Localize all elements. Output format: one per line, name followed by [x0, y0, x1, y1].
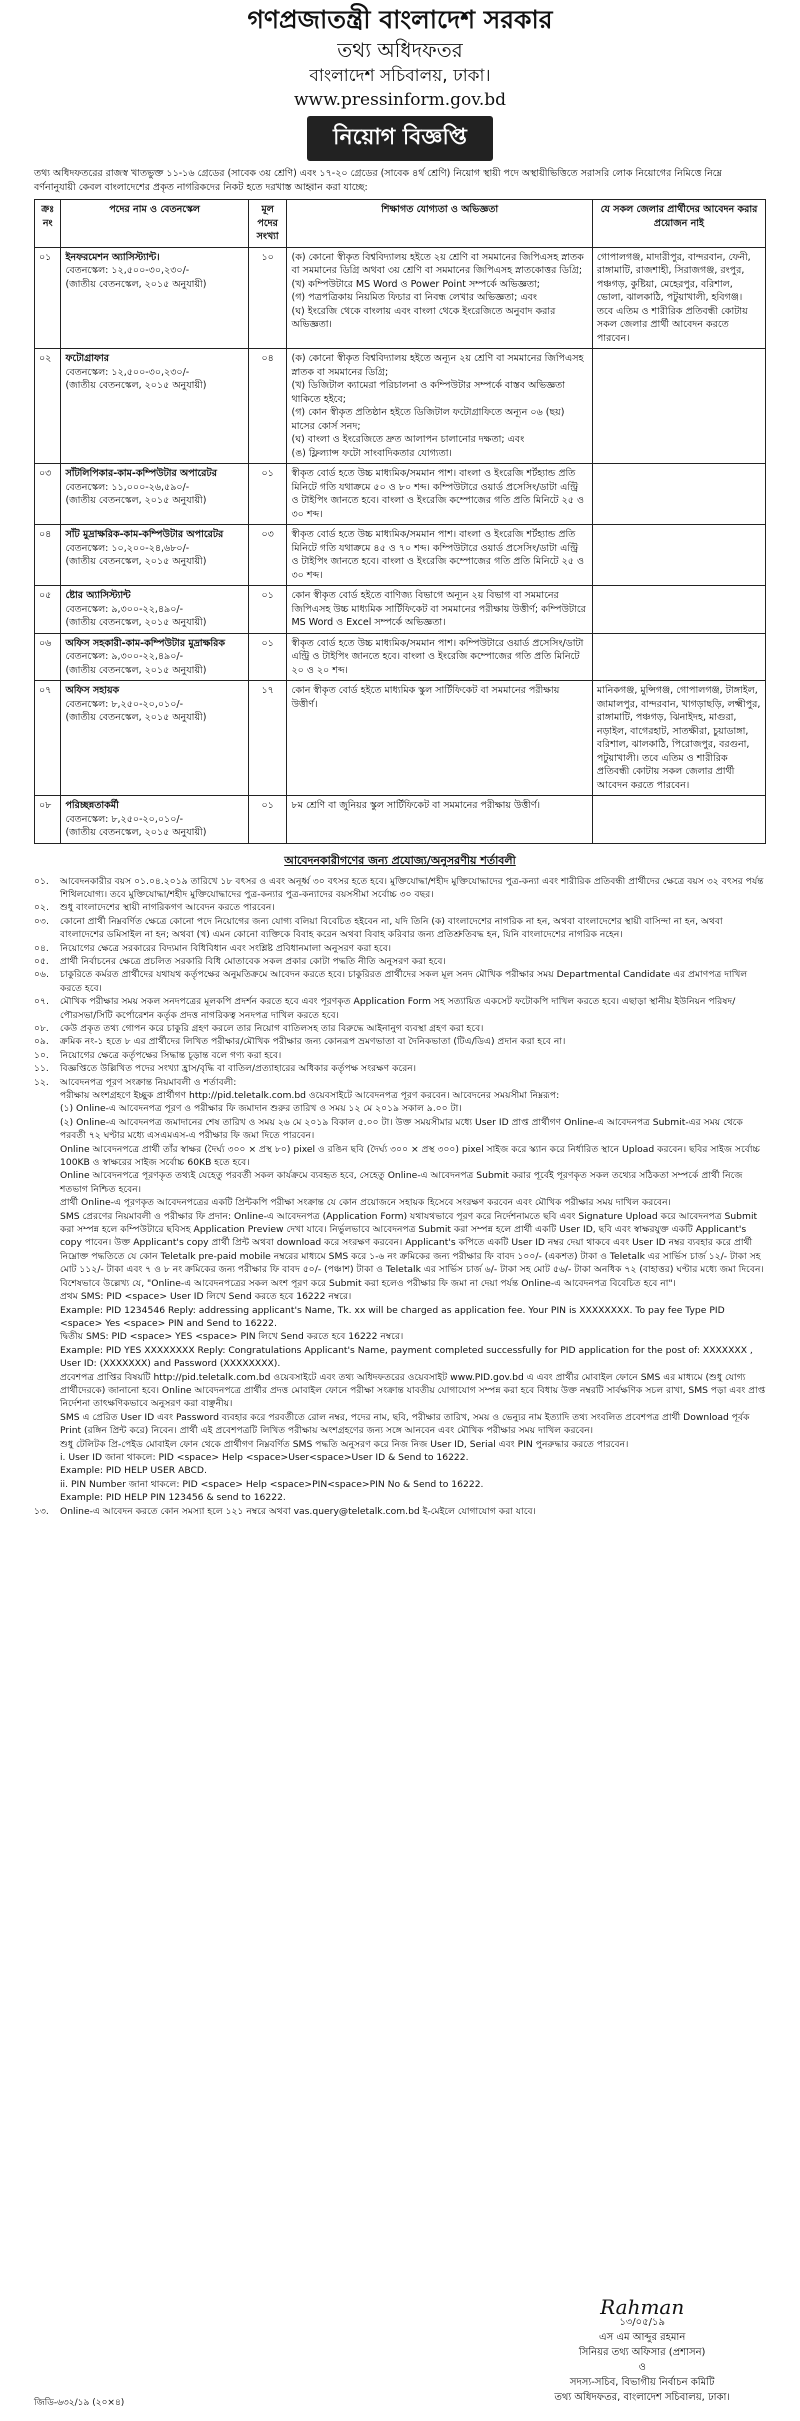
- post-count-cell: ০৪: [248, 349, 287, 464]
- post-count-cell: ০১: [248, 633, 287, 681]
- condition-item: [34, 1022, 766, 1035]
- col-header-post: পদের নাম ও বেতনস্কেল: [61, 200, 248, 248]
- pay-scale-note: (জাতীয় বেতনস্কেল, ২০১৫ অনুযায়ী): [65, 617, 207, 628]
- qualification-cell: [287, 525, 592, 586]
- condition-number: [34, 1451, 60, 1464]
- condition-number: [34, 1196, 60, 1209]
- condition-item: [34, 1438, 766, 1451]
- serial-cell: ০১: [35, 247, 61, 349]
- condition-number: [34, 1491, 60, 1504]
- condition-number: [34, 1464, 60, 1477]
- condition-number: [34, 1089, 60, 1102]
- signature-block: [554, 2295, 730, 2405]
- condition-item: [34, 1076, 766, 1089]
- pay-scale: বেতনস্কেল: ১০,২০০-২৪,৬৮০/-: [65, 542, 190, 554]
- condition-number: ১১.: [34, 1063, 49, 1075]
- condition-text: Example: PID 1234546 Reply: addressing applicant's Name, Tk. xx will be charged as application fee. Your PIN is XXXXXXXX. To pay fee Type PID <space> Yes <space> PIN and Send to 16222.: [60, 1304, 725, 1329]
- condition-text: Example: PID HELP PIN 123456 & send to 16222.: [60, 1492, 286, 1504]
- footer-code: জিডি-৬৩২/১৯ (২০×৪): [34, 2398, 125, 2408]
- condition-item: [34, 1049, 766, 1062]
- condition-text: নিয়োগের ক্ষেত্রে সরকারের বিদ্যমান বিধিবিধান এবং সংশ্লিষ্ট প্রবিধানমালা অনুসরণ করা হবে।: [60, 942, 392, 954]
- signatory-committee: সদস্য-সচিব, বিভাগীয় নির্বাচন কমিটি: [569, 2377, 715, 2388]
- serial-cell: ০৭: [35, 681, 61, 796]
- condition-item: [34, 915, 766, 942]
- condition-item: [34, 1210, 766, 1290]
- qualification-cell: [287, 464, 592, 525]
- condition-text: (২) Online-এ আবেদনপত্র জমাদানের শেষ তারিখ ও সময় ২৬ মে ২০১৯ বিকাল ৫.০০ টা। উক্ত সময়সীমার মধ্যে User ID প্রাপ্ত প্রার্থীগণ Online-এ আবেদনপত্র Submit-এর সময় থেকে পরবর্তী ৭২ ঘণ্টার মধ্যে এসএমএস-এ পরীক্ষার ফি জমা দিতে পারবেন।: [60, 1116, 743, 1142]
- conditions-title: আবেদনকারীগণের জন্য প্রযোজ্য/অনুসরণীয় শর্তাবলী: [284, 853, 516, 867]
- excluded-districts-cell: [592, 525, 765, 586]
- signatory-office: তথ্য অধিদফতর, বাংলাদেশ সচিবালয়, ঢাকা।: [554, 2392, 730, 2403]
- condition-item: [34, 1451, 766, 1464]
- post-cell: [61, 681, 248, 796]
- pay-scale: বেতনস্কেল: ৮,২৫০-২০,০১০/-: [65, 698, 184, 710]
- excluded-districts-cell: [592, 349, 765, 464]
- condition-number: ০৩.: [34, 915, 49, 927]
- condition-number: [34, 1438, 60, 1451]
- condition-number: [34, 1169, 60, 1196]
- post-name: অফিস সহায়ক: [65, 685, 120, 696]
- conditions-list: [34, 875, 766, 1519]
- pay-scale: বেতনস্কেল: ১২,৫০০-৩০,২৩০/-: [65, 366, 190, 378]
- post-count-cell: ১০: [248, 247, 287, 349]
- condition-number: ০৯.: [34, 1036, 49, 1048]
- post-name: সাঁটলিপিকার-কাম-কম্পিউটার অপারেটর: [65, 468, 217, 479]
- table-row: [35, 464, 766, 525]
- condition-text: (১) Online-এ আবেদনপত্র পূরণ ও পরীক্ষার ফি জমাদান শুরুর তারিখ ও সময় ১২ মে ২০১৯ সকাল ৯.০০ টা।: [60, 1103, 462, 1115]
- condition-text: প্রার্থী নির্বাচনের ক্ষেত্রে প্রচলিত সরকারি বিধি মোতাবেক সকল প্রকার কোটা পদ্ধতি নীতি অনুসরণ করা হবে।: [60, 955, 446, 967]
- excluded-districts-cell: [592, 633, 765, 681]
- qualification-cell: [287, 681, 592, 796]
- notice-header: [34, 0, 766, 161]
- post-cell: [61, 247, 248, 349]
- condition-text: Online আবেদনপত্রে পূরণকৃত তথ্যই যেহেতু পরবর্তী সকল কার্যক্রমে ব্যবহৃত হবে, সেহেতু Online-এ আবেদনপত্র Submit করার পূর্বেই পূরণকৃত সকল তথ্যের সঠিকতা সম্পর্কে প্রার্থী নিজে শতভাগ নিশ্চিত হবেন।: [60, 1170, 743, 1195]
- qualification-line: কোন স্বীকৃত বোর্ড হইতে মাধ্যমিক স্কুল সার্টিফিকেট বা সমমানের পরীক্ষায় উত্তীর্ণ।: [291, 685, 560, 710]
- condition-item: [34, 1344, 766, 1371]
- qualification-line: স্বীকৃত বোর্ড হতে উচ্চ মাধ্যমিক/সমমান পাশ। কম্পিউটারে ওয়ার্ড প্রসেসিং/ডাটা এন্ট্রি ও টাইপিং জানতে হবে। বাংলা ও ইংরেজি কম্পোজের গতি প্রতি মিনিটে ২০ ও ২০ শব্দ।: [291, 637, 584, 676]
- signature-mark: Rahman: [600, 2295, 685, 2319]
- post-name: ফটোগ্রাফার: [65, 353, 109, 364]
- qualification-cell: [287, 586, 592, 634]
- table-body: [35, 247, 766, 843]
- condition-text: বিজ্ঞপ্তিতে উল্লিখিত পদের সংখ্যা হ্রাস/বৃদ্ধি বা বাতিল/প্রত্যাহারের অধিকার কর্তৃপক্ষ সংরক্ষণ করেন।: [60, 1063, 417, 1075]
- condition-number: [34, 1143, 60, 1170]
- pay-scale-note: (জাতীয় বেতনস্কেল, ২০১৫ অনুযায়ী): [65, 380, 207, 391]
- condition-text: Online আবেদনপত্রে প্রার্থী তাঁর স্বাক্ষর (দৈর্ঘ্য ৩০০ × প্রস্থ ৮০) pixel ও রঙিন ছবি (দৈর্ঘ্য ৩০০ × প্রস্থ ৩০০) pixel সাইজ করে স্ক্যান করে নির্ধারিত স্থানে Upload করবেন। ছবির সাইজ সর্বোচ্চ 100KB ও স্বাক্ষরের সাইজ সর্বোচ্চ 60KB হতে হবে।: [60, 1143, 760, 1169]
- condition-number: [34, 1478, 60, 1491]
- condition-item: [34, 1196, 766, 1209]
- qualification-cell: [287, 349, 592, 464]
- pay-scale: বেতনস্কেল: ৮,২৫০-২০,০১০/-: [65, 813, 184, 825]
- qualification-line: স্বীকৃত বোর্ড হতে উচ্চ মাধ্যমিক/সমমান পাশ। বাংলা ও ইংরেজি শর্টহ্যান্ড প্রতি মিনিটে গতি যথাক্রমে ৫০ ও ৮০ শব্দ। কম্পিউটারে ওয়ার্ড প্রসেসিং/ডাটা এন্ট্রি ও টাইপিং জানতে হবে। বাংলা ও ইংরেজি কম্পোজের গতি প্রতি মিনিটে ২৫ ও ৩০ শব্দ।: [291, 468, 584, 520]
- condition-text: আবেদনকারীর বয়স ০১.০৪.২০১৯ তারিখে ১৮ বৎসর ও এবং অনূর্ধ্ব ৩০ বৎসর হতে হবে। মুক্তিযোদ্ধা/শহীদ মুক্তিযোদ্ধাদের পুত্র-কন্যা এবং শারীরিক প্রতিবন্ধী প্রার্থীদের ক্ষেত্রে বয়স ৩২ বৎসর পর্যন্ত শিথিলযোগ্য। তবে মুক্তিযোদ্ধা/শহীদ মুক্তিযোদ্ধাদের পুত্র-কন্যার পুত্র-কন্যাদের বয়সসীমা সর্বোচ্চ ৩০ বছর।: [60, 875, 764, 900]
- condition-text: চাকুরিতে কর্মরত প্রার্থীদের যথাযথ কর্তৃপক্ষের অনুমতিক্রমে আবেদন করতে হবে। চাকুরিরত প্রার্থীদের সকল মূল সনদ মৌখিক পরীক্ষার সময় Departmental Candidate এর প্রমাণপত্র দাখিল করতে হবে।: [60, 969, 748, 994]
- qualification-cell: [287, 633, 592, 681]
- condition-number: ০৫.: [34, 955, 49, 967]
- condition-item: [34, 1116, 766, 1143]
- department-address: বাংলাদেশ সচিবালয়, ঢাকা।: [309, 66, 491, 86]
- post-cell: [61, 633, 248, 681]
- condition-item: [34, 1102, 766, 1115]
- condition-item: [34, 955, 766, 968]
- condition-item: [34, 1035, 766, 1048]
- condition-text: ক্রমিক নং-১ হতে ৮ এর প্রার্থীদের লিখিত পরীক্ষার/মৌখিক পরীক্ষার জন্য কোনরূপ ভ্রমণভাতা বা দৈনিকভাতা (টিএ/ডিএ) প্রদান করা হবে না।: [60, 1036, 566, 1048]
- condition-text: আবেদনপত্র পূরণ সংক্রান্ত নিয়মাবলী ও শর্তাবলী:: [60, 1076, 237, 1088]
- pay-scale: বেতনস্কেল: ৯,৩০০-২২,৪৯০/-: [65, 651, 184, 662]
- condition-text: Online-এ আবেদন করতে কোন সমস্যা হলে ১২১ নম্বরে অথবা vas.query@teletalk.com.bd ই-মেইলে যোগাযোগ করা যাবে।: [60, 1505, 536, 1517]
- condition-number: [34, 1102, 60, 1115]
- condition-item: [34, 1290, 766, 1303]
- pay-scale-note: (জাতীয় বেতনস্কেল, ২০১৫ অনুযায়ী): [65, 664, 207, 676]
- condition-text: শুধু বাংলাদেশের স্থায়ী নাগরিকগণ আবেদন করতে পারবেন।: [60, 902, 275, 914]
- condition-number: ০২.: [34, 902, 49, 914]
- serial-cell: ০৮: [35, 796, 61, 844]
- condition-number: [34, 1304, 60, 1331]
- condition-item: [34, 1143, 766, 1170]
- pay-scale: বেতনস্কেল: ৯,৩০০-২২,৪৯০/-: [65, 603, 184, 615]
- condition-item: [34, 1371, 766, 1411]
- qualification-cell: [287, 796, 592, 844]
- condition-item: [34, 1491, 766, 1504]
- signatory-title: সিনিয়র তথ্য অফিসার (প্রশাসন): [578, 2347, 706, 2358]
- table-row: [35, 247, 766, 349]
- condition-text: শুধু টেলিটক প্রি-পেইড মোবাইল ফোন থেকে প্রার্থীগণ নিম্নবর্ণিত SMS পদ্ধতি অনুসরণ করে নিজ নিজ User ID, Serial এবং PIN পুনরুদ্ধার করতে পারবেন।: [60, 1438, 629, 1450]
- condition-number: ০৮.: [34, 1022, 49, 1034]
- condition-text: কোনো প্রার্থী নিম্নবর্ণিত ক্ষেত্রে কোনো পদে নিয়োগের জন্য যোগ্য বলিয়া বিবেচিত হইবেন না, যদি তিনি (ক) বাংলাদেশের নাগরিক না হন, অথবা বাংলাদেশের স্থায়ী বাসিন্দা না হন, অথবা বাংলাদেশের ডমিসাইল না হন; অথবা (খ) এমন কোনো ব্যক্তিকে বিবাহ করেন অথবা বিবাহ করিবার জন্য প্রতিশ্রুতিবদ্ধ হন, যিনি বাংলাদেশের নাগরিক নহেন।: [60, 915, 723, 941]
- serial-cell: ০৬: [35, 633, 61, 681]
- signature-date: ১৩/০৫/১৯: [619, 2317, 666, 2328]
- qualification-line: (ঘ) বাংলা ও ইংরেজিতে দ্রুত আলাপন চালানোর দক্ষতা; এবং: [291, 434, 525, 445]
- condition-number: ১৩.: [34, 1505, 49, 1517]
- post-name: সাঁট মুদ্রাক্ষরিক-কাম-কম্পিউটার অপারেটর: [65, 529, 224, 540]
- condition-number: [34, 1330, 60, 1343]
- condition-item: [34, 1464, 766, 1477]
- table-row: [35, 681, 766, 796]
- condition-item: [34, 1062, 766, 1075]
- post-count-cell: ১৭: [248, 681, 287, 796]
- condition-text: পরীক্ষায় অংশগ্রহণে ইচ্ছুক প্রার্থীগণ http://pid.teletalk.com.bd ওয়েবসাইটে আবেদনপত্র পূরণ করবেন। আবেদনের সময়সীমা নিম্নরূপ:: [60, 1090, 560, 1101]
- qualification-line: কোন স্বীকৃত বোর্ড হইতে বাণিজ্য বিভাগে অন্যূন ২য় বিভাগ বা সমমানের জিপিএসহ উচ্চ মাধ্যমিক সার্টিফিকেট বা সমমানের পরীক্ষায় উত্তীর্ণ; কম্পিউটারে MS Word ও Excel সম্পর্কে অভিজ্ঞতা।: [291, 590, 586, 628]
- condition-text: প্রথম SMS: PID <space> User ID লিখে Send করতে হবে 16222 নম্বরে।: [60, 1291, 352, 1303]
- table-row: [35, 796, 766, 844]
- post-count-cell: ০১: [248, 586, 287, 634]
- condition-item: [34, 968, 766, 995]
- pay-scale-note: (জাতীয় বেতনস্কেল, ২০১৫ অনুযায়ী): [65, 556, 207, 567]
- col-header-excluded-districts: যে সকল জেলার প্রার্থীদের আবেদন করার প্রয়োজন নাই: [592, 200, 765, 248]
- table-row: [35, 525, 766, 586]
- qualification-line: (গ) পত্রপত্রিকায় নিয়মিত ফিচার বা নিবন্ধ লেখার অভিজ্ঞতা; এবং: [291, 292, 537, 303]
- condition-text: SMS প্রেরণের নিয়মাবলী ও পরীক্ষার ফি প্রদান: Online-এ আবেদনপত্র (Application Form) যথাযথভাবে পূরণ করে নির্দেশনামতে ছবি এবং Signature Upload করে আবেদনপত্র Submit করা সম্পন্ন হলে কম্পিউটারে ছবিসহ Application Preview দেখা যাবে। নির্ভুলভাবে আবেদনপত্র Submit করা সম্পন্ন হলে প্রার্থী একটি User ID, ছবি এবং স্বাক্ষরযুক্ত একটি Applicant's copy পাবেন। উক্ত Applicant's copy প্রার্থী প্রিন্ট অথবা download করে সংরক্ষণ করবেন। Applicant's কপিতে একটি User ID নম্বর দেয়া থাকবে এবং User ID নম্বর ব্যবহার করে প্রার্থী নিম্নোক্ত পদ্ধতিতে যে কোন Teletalk pre-paid mobile নম্বরের মাধ্যমে SMS করে ১-৬ নং ক্রমিকের জন্য পরীক্ষার ফি বাবদ ১০০/- (একশত) টাকা ও Teletalk এর সার্ভিস চার্জ ১২/- টাকা সহ মোট ১১২/- টাকা এবং ৭ ও ৮ নং ক্রমিকের জন্য পরীক্ষার ফি বাবদ ৫০/- (পঞ্চাশ) টাকা ও Teletalk এর সার্ভিস চার্জ ৬/- টাকা সহ মোট ৫৬/- টাকা অনধিক ৭২ (বাহাত্তর) ঘণ্টার মধ্যে জমা দিবেন। বিশেষভাবে উল্লেখ্য যে, "Online-এ আবেদনপত্রের সকল অংশ পূরণ করে Submit করা হলেও পরীক্ষার ফি জমা না দেয়া পর্যন্ত Online-এ আবেদনপত্র বিবেচিত হবে না"।: [60, 1210, 764, 1289]
- condition-number: [34, 1371, 60, 1411]
- col-header-count: মূল পদের সংখ্যা: [248, 200, 287, 248]
- condition-number: ০৭.: [34, 996, 49, 1008]
- pay-scale-note: (জাতীয় বেতনস্কেল, ২০১৫ অনুযায়ী): [65, 278, 207, 290]
- post-name: ইনফরমেশন অ্যাসিস্ট্যান্ট।: [65, 251, 160, 263]
- condition-number: ০১.: [34, 875, 49, 887]
- website-link[interactable]: www.pressinform.gov.bd: [294, 90, 506, 110]
- excluded-districts-cell: [592, 464, 765, 525]
- post-cell: [61, 525, 248, 586]
- post-cell: [61, 464, 248, 525]
- serial-cell: ০২: [35, 349, 61, 464]
- condition-item: [34, 995, 766, 1022]
- condition-number: [34, 1411, 60, 1438]
- qualification-line: (খ) ডিজিটাল ক্যামেরা পরিচালনা ও কম্পিউটার সম্পর্কে বাস্তব অভিজ্ঞতা থাকিতে হইবে;: [291, 380, 566, 405]
- post-name: অফিস সহকারী-কাম-কম্পিউটার মুদ্রাক্ষরিক: [65, 637, 225, 649]
- condition-text: মৌখিক পরীক্ষার সময় সকল সনদপত্রের মূলকপি প্রদর্শন করতে হবে এবং পূরণকৃত Application Form সহ সত্যায়িত একসেট ফটোকপি দাখিল করতে হবে। এছাড়া স্থানীয় ইউনিয়ন পরিষদ/পৌরসভা/সিটি কর্পোরেশন কর্তৃক প্রদত্ত নাগরিকত্ব সনদপত্র দাখিল করতে হবে।: [60, 996, 736, 1021]
- condition-text: i. User ID জানা থাকলে: PID <space> Help <space>User<space>User ID & Send to 16222.: [60, 1451, 469, 1463]
- excluded-districts-cell: [592, 796, 765, 844]
- condition-item: [34, 1478, 766, 1491]
- condition-number: [34, 1210, 60, 1290]
- post-count-cell: ০১: [248, 796, 287, 844]
- condition-item: [34, 1304, 766, 1331]
- pay-scale: বেতনস্কেল: ১২,৫০০-৩০,২৩০/-: [65, 265, 190, 276]
- signatory-and: ও: [638, 2362, 646, 2373]
- condition-text: Example: PID YES XXXXXXXX Reply: Congratulations Applicant's Name, payment completed successfully for PID application for the post of: XXXXXXX , User ID: (XXXXXXX) and Password (XXXXXXXX).: [60, 1344, 753, 1370]
- table-row: [35, 349, 766, 464]
- condition-number: [34, 1344, 60, 1371]
- qualification-line: (খ) কম্পিউটারে MS Word ও Power Point সম্পর্কে অভিজ্ঞতা;: [291, 278, 540, 290]
- excluded-districts-cell: [592, 586, 765, 634]
- table-row: [35, 633, 766, 681]
- col-header-serial: ক্রঃ নং: [35, 200, 61, 248]
- post-cell: [61, 586, 248, 634]
- table-row: [35, 586, 766, 634]
- condition-number: ০৬.: [34, 969, 49, 981]
- post-name: পরিচ্ছন্নতাকর্মী: [65, 800, 119, 811]
- qualification-line: (ক) কোনো স্বীকৃত বিশ্ববিদ্যালয় হইতে ২য় শ্রেণি বা সমমানের জিপিএসহ স্নাতক বা সমমানের ডিগ্রি অথবা ৩য় শ্রেণি বা সমমানের জিপিএসহ স্নাতকোত্তর ডিগ্রি;: [291, 251, 584, 276]
- condition-number: ১২.: [34, 1076, 49, 1088]
- condition-item: [34, 1330, 766, 1343]
- condition-text: ii. PIN Number জানা থাকলে: PID <space> Help <space>PIN<space>PIN No & Send to 16222.: [60, 1478, 484, 1490]
- signatory-name: এস এম আব্দুর রহমান: [599, 2332, 686, 2343]
- condition-text: কেউ প্রকৃত তথ্য গোপন করে চাকুরি গ্রহণ করলে তার নিয়োগ বাতিলসহ তার বিরুদ্ধে আইনানুগ ব্যবস্থা গ্রহণ করা হবে।: [60, 1022, 484, 1034]
- condition-number: ০৪.: [34, 942, 49, 954]
- condition-number: ১০.: [34, 1049, 49, 1061]
- post-count-cell: ০১: [248, 464, 287, 525]
- serial-cell: ০৫: [35, 586, 61, 634]
- condition-item: [34, 1089, 766, 1102]
- condition-item: [34, 901, 766, 914]
- condition-text: প্রার্থী Online-এ পূরণকৃত আবেদনপত্রের একটি প্রিন্টকপি পরীক্ষা সংক্রান্ত যে কোন প্রয়োজনে সহায়ক হিসেবে সংরক্ষণ করবেন এবং মৌখিক পরীক্ষার সময় দাখিল করবেন।: [60, 1197, 671, 1209]
- recruitment-banner: নিয়োগ বিজ্ঞপ্তি: [307, 116, 493, 161]
- table-header-row: [35, 200, 766, 248]
- qualification-line: (গ) কোন স্বীকৃত প্রতিষ্ঠান হইতে ডিজিটাল ফটোগ্রাফিতে অন্যূন ০৬ (ছয়) মাসের কোর্স সনদ;: [291, 407, 565, 432]
- condition-text: প্রবেশপত্র প্রাপ্তির বিষয়টি http://pid.teletalk.com.bd ওয়েবসাইটে এবং তথ্য অধিদফতরের ওয়েবসাইট www.PID.gov.bd এ এবং প্রার্থীর মোবাইল ফোনে SMS এর মাধ্যমে (শুধু যোগ্য প্রার্থীদেরকে) জানানো হবে। Online আবেদনপত্রে প্রার্থীর প্রদত্ত মোবাইল ফোনে পরীক্ষা সংক্রান্ত যাবতীয় যোগাযোগ সম্পন্ন করা হবে বিধায় উক্ত নম্বরটি সার্বক্ষণিক সচল রাখা, SMS পড়া এবং প্রাপ্ত নির্দেশনা তাৎক্ষণিকভাবে অনুসরণ করা বাঞ্ছনীয়।: [60, 1371, 766, 1410]
- post-cell: [61, 796, 248, 844]
- condition-item: [34, 875, 766, 902]
- condition-text: Example: PID HELP USER ABCD.: [60, 1465, 207, 1477]
- condition-text: নিয়োগের ক্ষেত্রে কর্তৃপক্ষের সিদ্ধান্ত চূড়ান্ত বলে গণ্য করা হবে।: [60, 1049, 282, 1061]
- condition-item: [34, 1169, 766, 1196]
- condition-text: দ্বিতীয় SMS: PID <space> YES <space> PIN লিখে Send করতে হবে 16222 নম্বরে।: [60, 1331, 404, 1343]
- condition-item: [34, 942, 766, 955]
- pay-scale: বেতনস্কেল: ১১,০০০-২৬,৫৯০/-: [65, 481, 190, 493]
- department-title: তথ্য অধিদফতর: [337, 38, 463, 62]
- pay-scale-note: (জাতীয় বেতনস্কেল, ২০১৫ অনুযায়ী): [65, 495, 207, 506]
- condition-item: [34, 1505, 766, 1518]
- government-title: গণপ্রজাতন্ত্রী বাংলাদেশ সরকার: [247, 5, 553, 34]
- post-cell: [61, 349, 248, 464]
- condition-text: SMS এ প্রেরিত User ID এবং Password ব্যবহার করে পরবর্তীতে রোল নম্বর, পদের নাম, ছবি, পরীক্ষার তারিখ, সময় ও ভেন্যুর নাম ইত্যাদি তথ্য সংবলিত প্রবেশপত্র প্রার্থী Download পূর্বক Print (রঙ্গিন প্রিন্ট করে) নিবেন। প্রার্থী এই প্রবেশপত্রটি লিখিত পরীক্ষায় অংশগ্রহণের জন্য সঙ্গে আনবেন এবং মৌখিক পরীক্ষার সময় দাখিল করবেন।: [60, 1411, 750, 1437]
- col-header-qualification: শিক্ষাগত যোগ্যতা ও অভিজ্ঞতা: [287, 200, 592, 248]
- pay-scale-note: (জাতীয় বেতনস্কেল, ২০১৫ অনুযায়ী): [65, 827, 207, 838]
- qualification-line: (ঘ) ইংরেজি থেকে বাংলায় এবং বাংলা থেকে ইংরেজিতে অনুবাদ করার অভিজ্ঞতা।: [291, 305, 556, 330]
- condition-number: [34, 1116, 60, 1143]
- qualification-cell: [287, 247, 592, 349]
- pay-scale-note: (জাতীয় বেতনস্কেল, ২০১৫ অনুযায়ী): [65, 712, 207, 723]
- qualification-line: স্বীকৃত বোর্ড হতে উচ্চ মাধ্যমিক/সমমান পাশ। বাংলা ও ইংরেজি শর্টহ্যান্ড প্রতি মিনিটে গতি যথাক্রমে ৪৫ ও ৭০ শব্দ। কম্পিউটারে ওয়ার্ড প্রসেসিং/ডাটা এন্ট্রি ও টাইপিং জানতে হবে। বাংলা ও ইংরেজি কম্পোজের গতি প্রতি মিনিটে ২৫ ও ৩০ শব্দ।: [291, 529, 584, 581]
- qualification-line: (ক) কোনো স্বীকৃত বিশ্ববিদ্যালয় হইতে অন্যূন ২য় শ্রেণি বা সমমানের জিপিএসহ স্নাতক বা সমমানের ডিগ্রি;: [291, 353, 584, 378]
- qualification-line: (ঙ) ফ্লিল্যান্স ফটো সাংবাদিকতার যোগ্যতা।: [291, 447, 452, 459]
- excluded-districts-cell: গোপালগঞ্জ, মাদারীপুর, বান্দরবান, ফেনী, রাঙ্গামাটি, রাজশাহী, সিরাজগঞ্জ, রংপুর, পঞ্চগড়, কুষ্টিয়া, মেহেরপুর, বরিশাল, ভোলা, ঝালকাঠি, পটুয়াখালী, হবিগঞ্জ। তবে এতিম ও শারীরিক প্রতিবন্ধী কোটায় সকল জেলার প্রার্থী আবেদন করতে পারবেন।: [592, 247, 765, 349]
- excluded-districts-cell: মানিকগঞ্জ, মুন্সিগঞ্জ, গোপালগঞ্জ, টাঙ্গাইল, জামালপুর, বান্দরবান, খাগড়াছড়ি, লক্ষ্মীপুর, রাঙ্গামাটি, পঞ্চগড়, ঝিনাইদহ, মাগুরা, নড়াইল, বাগেরহাট, সাতক্ষীরা, চুয়াডাঙ্গা, বরিশাল, ঝালকাঠি, পিরোজপুর, বরগুনা, পটুয়াখালী। তবে এতিম ও শারীরিক প্রতিবন্ধী কোটায় সকল জেলার প্রার্থী আবেদন করতে পারবেন।: [592, 681, 765, 796]
- serial-cell: ০৩: [35, 464, 61, 525]
- intro-paragraph: তথ্য অধিদফতরের রাজস্ব খাতভুক্ত ১১-১৬ গ্রেডের (সাবেক ৩য় শ্রেণি) এবং ১৭-২০ গ্রেডের (সাবেক ৪র্থ শ্রেণি) নিয়োগ স্থায়ী পদে অস্থায়ীভিত্তিতে সরাসরি লোক নিয়োগের নিমিত্তে নিম্নে বর্ণনানুযায়ী কেবল বাংলাদেশের প্রকৃত নাগরিকদের নিকট হতে দরখাস্ত আহ্বান করা যাচ্ছে:: [34, 168, 722, 193]
- condition-number: [34, 1290, 60, 1303]
- post-name: ষ্টোর অ্যাসিস্ট্যান্ট: [65, 590, 131, 601]
- posts-table: [34, 199, 766, 844]
- condition-item: [34, 1411, 766, 1438]
- serial-cell: ০৪: [35, 525, 61, 586]
- qualification-line: ৮ম শ্রেণি বা জুনিয়র স্কুল সার্টিফিকেট বা সমমানের পরীক্ষায় উত্তীর্ণ।: [291, 800, 541, 811]
- post-count-cell: ০৩: [248, 525, 287, 586]
